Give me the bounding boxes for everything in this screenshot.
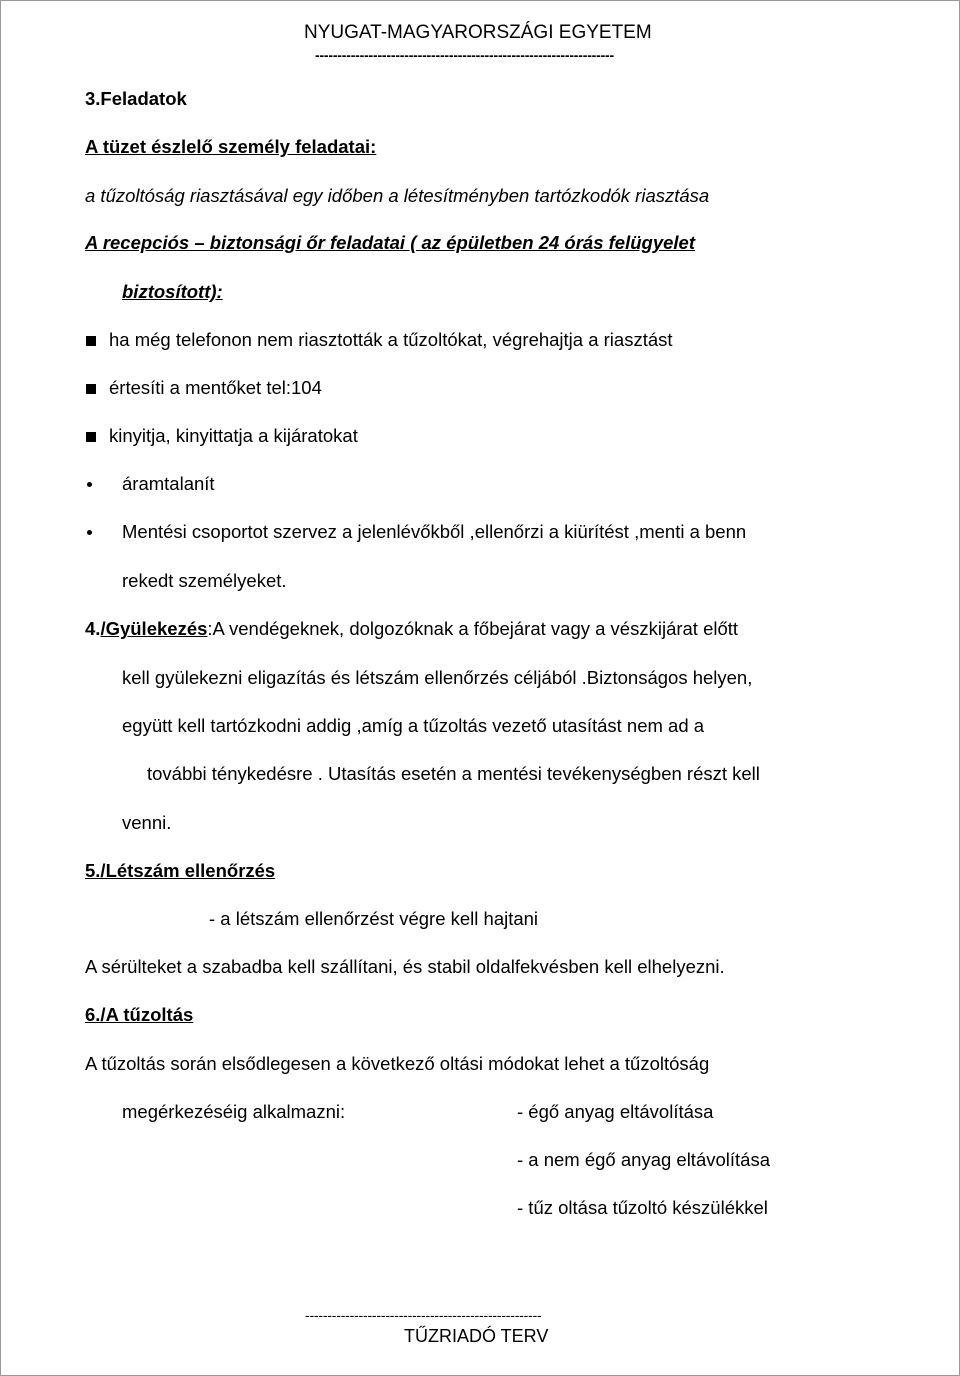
square-bullet-icon	[86, 432, 96, 442]
detector-title: A tüzet észlelő személy feladatai:	[85, 136, 377, 157]
section-6-title: 6./A tűzoltás	[85, 1004, 194, 1025]
bullet-continuation: rekedt személyeket.	[122, 570, 287, 591]
section-4-text: :A vendégeknek, dolgozóknak a főbejárat vagy a vészkijárat előtt	[207, 618, 739, 639]
bullet-item: értesíti a mentőket tel:104	[109, 377, 322, 398]
bullet-item: ha még telefonon nem riasztották a tűzoltókat, végrehajtja a riasztást	[109, 329, 673, 350]
section-4-number: 4.	[85, 618, 101, 639]
section-4-text: további ténykedésre . Utasítás esetén a mentési tevékenységben részt kell	[147, 763, 760, 784]
section-5-text: - a létszám ellenőrzést végre kell hajtani	[209, 908, 539, 929]
section-4-text: kell gyülekezni eligazítás és létszám ellenőrzés céljából .Biztonságos helyen,	[122, 667, 753, 688]
bullet-item: kinyitja, kinyittatja a kijáratokat	[109, 425, 358, 446]
footer-rule: -----------------------------------------------------	[305, 1307, 542, 1323]
header-rule: -------------------------------------------------------------------	[315, 47, 614, 63]
square-bullet-icon	[86, 336, 96, 346]
extinguish-method: - tűz oltása tűzoltó készülékkel	[517, 1197, 768, 1218]
section-6-text: megérkezéséig alkalmazni:	[122, 1101, 346, 1122]
section-3-title: 3.Feladatok	[85, 88, 187, 109]
bullet-item: áramtalanít	[122, 473, 215, 494]
receptionist-title-cont: biztosított):	[122, 281, 223, 302]
extinguish-method: - a nem égő anyag eltávolítása	[517, 1149, 770, 1170]
section-5-text: A sérülteket a szabadba kell szállítani, és stabil oldalfekvésben kell elhelyezni.	[85, 956, 725, 977]
footer-title: TŰZRIADÓ TERV	[404, 1326, 549, 1346]
bullet-item: Mentési csoportot szervez a jelenlévőkből ,ellenőrzi a kiürítést ,menti a benn	[122, 521, 747, 542]
detector-task: a tűzoltóság riasztásával egy időben a létesítményben tartózkodók riasztása	[85, 185, 710, 206]
square-bullet-icon	[86, 384, 96, 394]
section-6-text: A tűzoltás során elsődlegesen a következő oltási módokat lehet a tűzoltóság	[85, 1053, 710, 1074]
dot-bullet-icon	[87, 530, 92, 535]
dot-bullet-icon	[87, 482, 92, 487]
extinguish-method: - égő anyag eltávolítása	[517, 1101, 714, 1122]
receptionist-title: A recepciós – biztonsági őr feladatai ( az épületben 24 órás felügyelet	[85, 232, 695, 253]
section-4-text: venni.	[122, 812, 172, 833]
section-5-title: 5./Létszám ellenőrzés	[85, 860, 276, 881]
section-4-title: /Gyülekezés	[100, 618, 208, 639]
header-university: NYUGAT-MAGYARORSZÁGI EGYETEM	[304, 22, 652, 43]
section-4-line	[85, 618, 738, 640]
section-4-text: együtt kell tartózkodni addig ,amíg a tűzoltás vezető utasítást nem ad a	[122, 715, 705, 736]
